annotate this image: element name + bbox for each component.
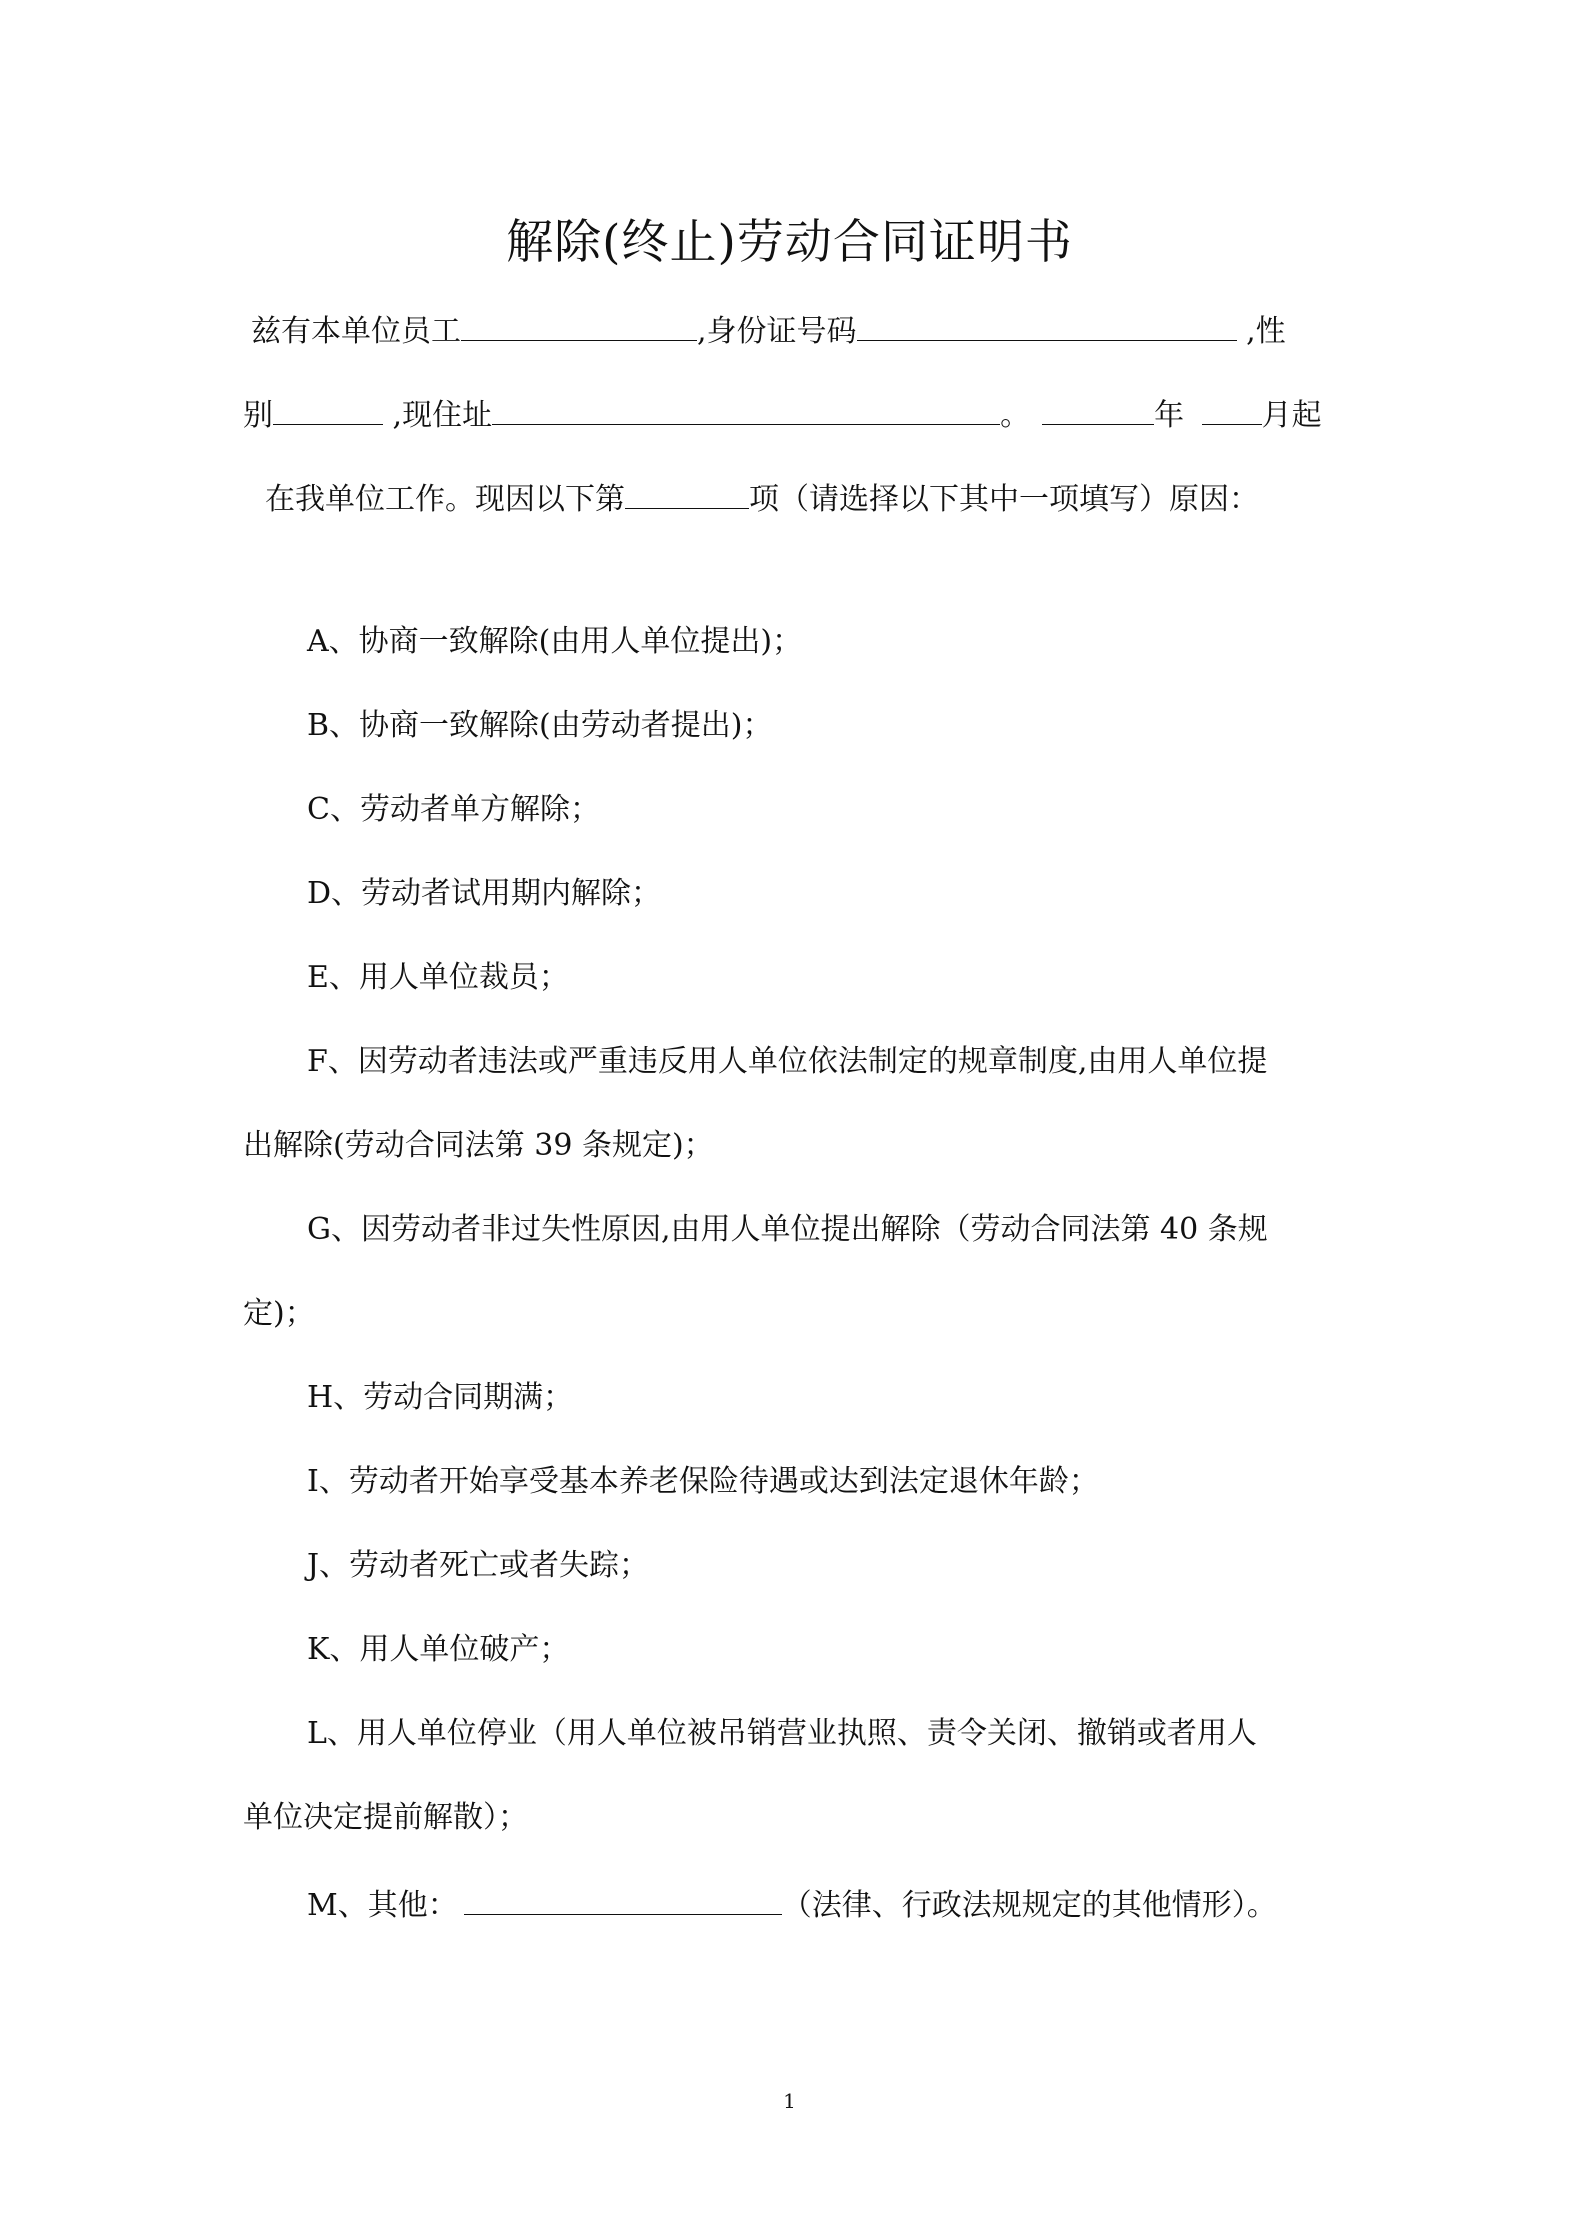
option-e: E、用人单位裁员；	[307, 960, 569, 995]
intro-line-1	[251, 306, 1361, 354]
employee-name-blank[interactable]	[461, 306, 697, 341]
intro-line-2	[243, 390, 1353, 438]
other-reason-blank[interactable]	[464, 1880, 782, 1915]
option-f-line-1: F、因劳动者违法或严重违反用人单位依法制定的规章制度,由用人单位提	[307, 1044, 1268, 1079]
page-title: 解除(终止)劳动合同证明书	[506, 215, 1073, 270]
option-a: A、协商一致解除(由用人单位提出)；	[307, 624, 803, 659]
option-j: J、劳动者死亡或者失踪；	[307, 1548, 650, 1583]
month-blank[interactable]	[1202, 390, 1262, 425]
option-m-note: （法律、行政法规规定的其他情形）。	[781, 1888, 1277, 1923]
intro-text: 兹有本单位员工	[251, 314, 461, 349]
option-f-line-2: 出解除(劳动合同法第 39 条规定)；	[243, 1128, 714, 1163]
intro-text: 在我单位工作。现因以下第	[265, 482, 625, 517]
option-m	[307, 1880, 1417, 1928]
option-l-line-2: 单位决定提前解散）；	[243, 1800, 528, 1835]
intro-text: ,性	[1236, 314, 1286, 349]
option-c: C、劳动者单方解除；	[307, 792, 600, 827]
option-l-line-1: L、用人单位停业（用人单位被吊销营业执照、责令关闭、撤销或者用人	[307, 1716, 1257, 1751]
address-blank[interactable]	[492, 390, 1000, 425]
item-number-blank[interactable]	[625, 474, 749, 509]
intro-text: ,身份证号码	[697, 314, 857, 349]
option-k: K、用人单位破产；	[307, 1632, 570, 1667]
intro-text: 年	[1154, 398, 1194, 433]
year-blank[interactable]	[1042, 390, 1154, 425]
intro-line-3	[265, 474, 1375, 522]
gender-blank[interactable]	[273, 390, 383, 425]
intro-text: 月起	[1261, 398, 1322, 433]
option-h: H、劳动合同期满；	[307, 1380, 574, 1415]
intro-text: 别	[243, 398, 273, 433]
option-d: D、劳动者试用期内解除；	[307, 876, 662, 911]
option-b: B、协商一致解除(由劳动者提出)；	[307, 708, 773, 743]
page-number: 1	[783, 2089, 796, 2113]
intro-text: ,现住址	[383, 398, 493, 433]
id-number-blank[interactable]	[857, 306, 1237, 341]
option-i: I、劳动者开始享受基本养老保险待遇或达到法定退休年龄；	[307, 1464, 1099, 1499]
option-g-line-2: 定)；	[243, 1296, 315, 1331]
option-g-line-1: G、因劳动者非过失性原因,由用人单位提出解除（劳动合同法第 40 条规	[307, 1212, 1268, 1247]
option-m-label: M、其他：	[307, 1888, 458, 1923]
intro-text: 。	[1000, 398, 1031, 433]
intro-text: 项（请选择以下其中一项填写）原因：	[749, 482, 1259, 517]
